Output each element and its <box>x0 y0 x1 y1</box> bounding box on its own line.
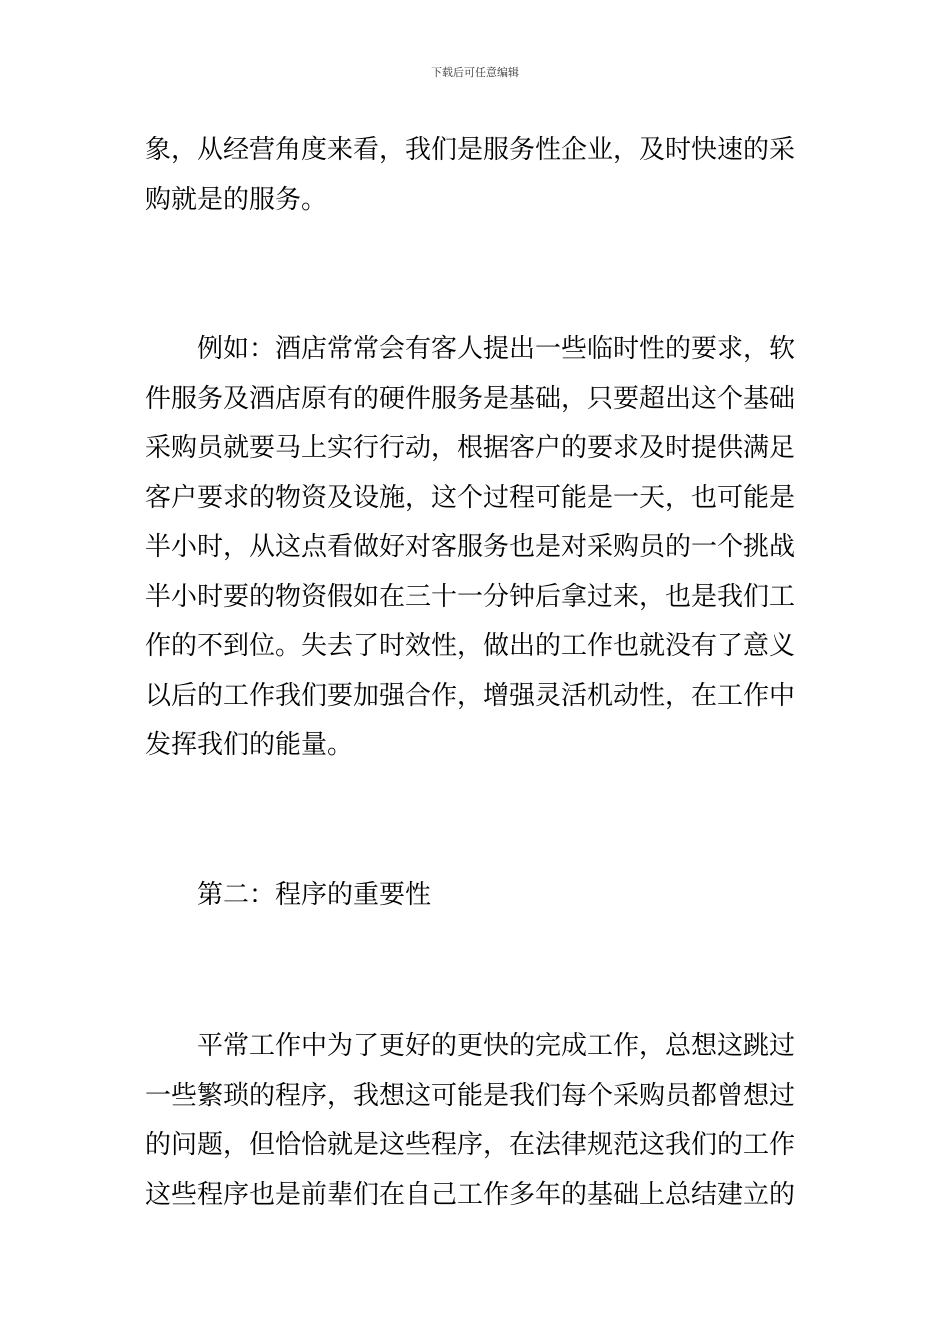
section-heading-text: 第二：程序的重要性 <box>197 880 432 910</box>
text-line: 客户要求的物资及设施，这个过程可能是一天，也可能是 <box>145 482 796 513</box>
text-line: 的问题，但恰恰就是这些程序，在法律规范这我们的工作 <box>145 1130 796 1160</box>
text-line: 发挥我们的能量。 <box>145 730 354 760</box>
page-header: 下载后可任意编辑 <box>431 66 519 79</box>
text-line: 半小时要的物资假如在三十一分钟后拿过来，也是我们工 <box>145 581 796 612</box>
text-line: 采购员就要马上实行行动，根据客户的要求及时提供满足 <box>145 433 796 463</box>
section-heading <box>145 871 805 921</box>
paragraph-hotel-example <box>145 325 805 771</box>
text-line: 一些繁琐的程序，我想这可能是我们每个采购员都曾想过 <box>145 1080 796 1111</box>
text-line: 平常工作中为了更好的更快的完成工作，总想这跳过 <box>197 1031 796 1061</box>
text-line: 半小时，从这点看做好对客服务也是对采购员的一个挑战 <box>145 532 796 562</box>
paragraph-procedure <box>145 1022 805 1220</box>
paragraph-service-intro <box>145 126 805 225</box>
text-line: 件服务及酒店原有的硬件服务是基础，只要超出这个基础 <box>145 383 796 414</box>
text-line: 购就是的服务。 <box>145 184 328 215</box>
text-line: 这些程序也是前辈们在自己工作多年的基础上总结建立的 <box>145 1179 796 1210</box>
text-line: 以后的工作我们要加强合作，增强灵活机动性，在工作中 <box>145 680 796 711</box>
text-line: 例如：酒店常常会有客人提出一些临时性的要求，软 <box>197 334 796 364</box>
text-line: 象，从经营角度来看，我们是服务性企业，及时快速的采 <box>145 135 796 165</box>
text-line: 作的不到位。失去了时效性，做出的工作也就没有了意义 <box>145 631 796 661</box>
